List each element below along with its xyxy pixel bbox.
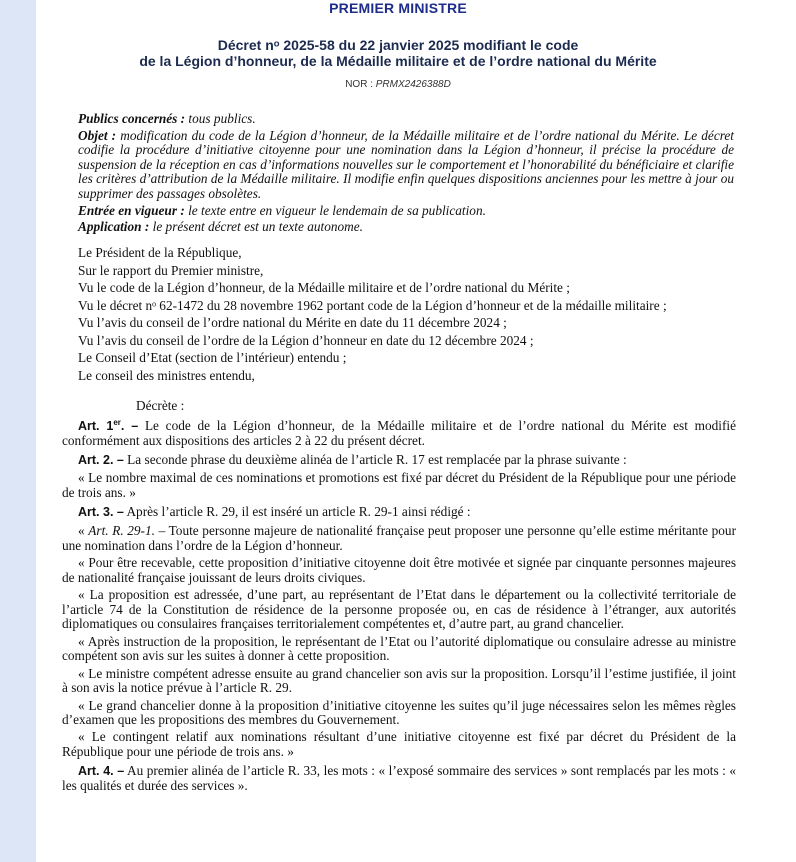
decree-title-line-2: de la Légion d’honneur, de la Médaille militaire et de l’ordre national du Mérite [139, 53, 657, 69]
decree-title [0, 37, 796, 69]
visas-block [78, 244, 738, 384]
article-3-text: Après l’article R. 29, il est inséré un article R. 29-1 ainsi rédigé : [123, 503, 471, 519]
entree-label: Entrée en vigueur : [78, 202, 185, 218]
article-3-quote-1: « Art. R. 29-1. – Toute personne majeure de nationalité française peut proposer une personne qu’elle estime méritante pour une nomination dans l’ordre de la Légion d’honneur. [62, 522, 736, 553]
nor-reference [0, 79, 796, 90]
article-3-label: Art. 3. – [78, 504, 124, 519]
visa-line: Vu l’avis du conseil de l’ordre de la Légion d’honneur en date du 12 décembre 2024 ; [78, 332, 534, 348]
objet-label: Objet : [78, 127, 117, 143]
visa-line: Le Conseil d’Etat (section de l’intérieur) entendu ; [78, 350, 347, 365]
entree-text: le texte entre en vigueur le lendemain de sa publication. [184, 202, 486, 218]
nor-code: PRMX2426388D [375, 79, 451, 90]
application-label: Application : [78, 219, 150, 235]
decrete-heading: Décrète : [136, 398, 185, 413]
visa-line: Le Président de la République, [78, 245, 242, 260]
article-r29-1-ref: Art. R. 29-1. [88, 522, 155, 538]
article-1-text: Le code de la Légion d’honneur, de la Médaille militaire et de l’ordre national du Mérite est modifié conformément aux dispositions des articles 2 à 22 du présent décret. [62, 418, 737, 448]
visa-line: Vu le décret nᵒ 62-1472 du 28 novembre 1962 portant code de la Légion d’honneur et de la médaille militaire ; [78, 297, 667, 313]
article-2 [62, 453, 736, 468]
left-margin-band [0, 0, 36, 862]
article-4 [62, 764, 736, 794]
publics-label: Publics concernés : [78, 111, 186, 126]
ministry-heading: PREMIER MINISTRE [329, 0, 467, 16]
notice-entree [78, 204, 734, 219]
article-1-label: Art. 1er. – [78, 417, 139, 433]
notice-block [78, 112, 734, 237]
article-4-text: Au premier alinéa de l’article R. 33, les mots : « l’exposé sommaire des services » sont remplacés par les mots : « les qualités et durée des services ». [62, 763, 736, 793]
publics-text: tous publics. [185, 111, 256, 126]
visa-line: Sur le rapport du Premier ministre, [78, 262, 264, 278]
article-3-quote-6: « Le grand chancelier donne à la proposition d’initiative citoyenne les suites qu’il juge nécessaires selon les mêmes règles d’examen que les propositions des membres du Gouvernement. [62, 697, 736, 728]
decree-title-line-1: Décret nᵒ 2025-58 du 22 janvier 2025 modifiant le code [217, 37, 579, 53]
article-3-quote-5: « Le ministre compétent adresse ensuite au grand chancelier son avis sur la proposition. Lorsqu’il l’estime justifiée, il joint à son avis la notice prévue à l’article R. 29. [62, 665, 736, 696]
article-2-text: La seconde phrase du deuxième alinéa de l’article R. 17 est remplacée par la phrase suivante : [123, 451, 627, 467]
visa-line: Vu le code de la Légion d’honneur, de la Médaille militaire et de l’ordre national du Mérite ; [78, 280, 570, 295]
nor-label: NOR : [345, 79, 376, 90]
articles-body [62, 419, 736, 796]
notice-objet [78, 129, 734, 202]
article-3-quote-7: « Le contingent relatif aux nominations résultant d’une initiative citoyenne est fixé par décret du Président de la République pour une période de trois ans. » [62, 729, 736, 760]
article-3 [62, 505, 736, 520]
notice-application [78, 220, 734, 235]
article-4-label: Art. 4. – [78, 764, 125, 779]
application-text: le présent décret est un texte autonome. [149, 219, 363, 235]
article-2-label: Art. 2. – [78, 452, 124, 467]
notice-publics [78, 112, 734, 127]
article-3-quote-2: « Pour être recevable, cette proposition d’initiative citoyenne doit être motivée et signée par cinquante personnes majeures de nationalité française jouissant de leurs droits civiques. [62, 554, 736, 585]
article-3-quote-4: « Après instruction de la proposition, le représentant de l’Etat ou l’autorité diplomatique ou consulaire adresse au ministre compétent son avis sur les suites à donner à cette proposition. [62, 633, 736, 664]
article-2-quote: « Le nombre maximal de ces nominations et promotions est fixé par décret du Président de la République pour une période de trois ans. » [62, 470, 736, 501]
article-3-quote-3: « La proposition est adressée, d’une part, au représentant de l’Etat dans le département ou la collectivité territoriale de l’article 74 de la Constitution de résidence de la personne proposée ou, en cas de résidence à l’étranger, aux autorités diplomatiques ou consulaires françaises territorialement compétentes et, d’autre part, au grand chancelier. [62, 586, 736, 632]
visa-line: Le conseil des ministres entendu, [78, 367, 255, 383]
objet-text: modification du code de la Légion d’honneur, de la Médaille militaire et de l’ordre national du Mérite. Le décret codifie la procédure d’initiative citoyenne pour une nomination dans la Légion d’honneur, il précise la procédure de suspension de la réception en cas d’informations nouvelles sur le comportement et l’honorabilité du bénéficiaire et clarifie les critères d’attribution de la Médaille militaire. Il modifie enfin quelques dispositions anciennes pour les mettre à jour ou supprimer des passages obsolètes. [78, 127, 734, 201]
article-1 [62, 419, 736, 449]
visa-line: Vu l’avis du conseil de l’ordre national du Mérite en date du 11 décembre 2024 ; [78, 315, 507, 330]
